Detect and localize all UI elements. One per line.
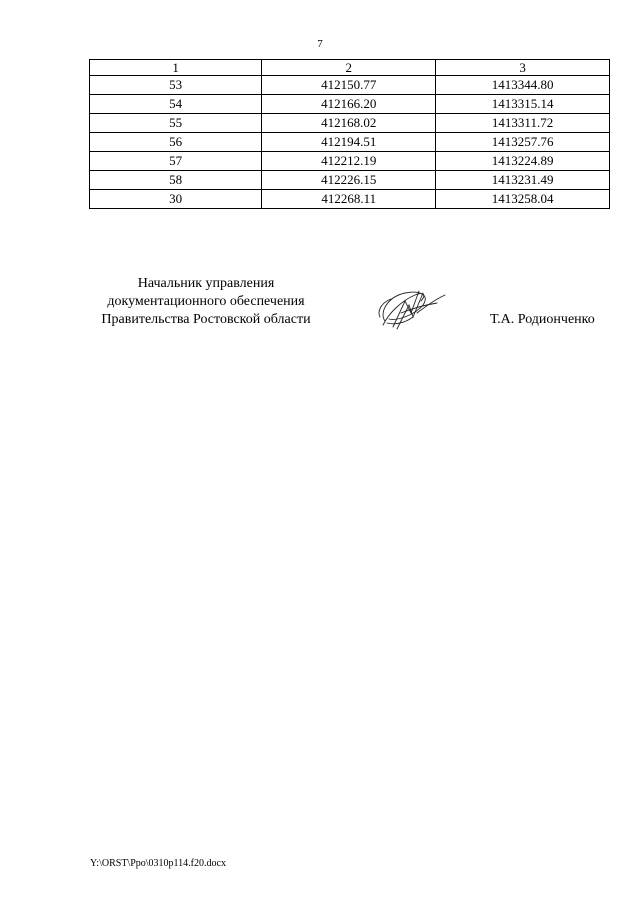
point-number-cell: 57	[90, 152, 262, 171]
signatory-name: Т.А. Родионченко	[490, 312, 595, 327]
point-number-cell: 30	[90, 190, 262, 209]
position-line: документационного обеспечения	[107, 294, 305, 309]
x-coordinate-cell: 412268.11	[262, 190, 436, 209]
x-coordinate-cell: 412168.02	[262, 114, 436, 133]
column-header: 1	[90, 60, 262, 76]
point-number-cell: 56	[90, 133, 262, 152]
y-coordinate-cell: 1413257.76	[436, 133, 610, 152]
coordinates-table	[89, 59, 610, 209]
table-row	[90, 152, 610, 171]
y-coordinate-cell: 1413311.72	[436, 114, 610, 133]
x-coordinate-cell: 412150.77	[262, 76, 436, 95]
handwritten-signature	[375, 283, 460, 333]
point-number-cell: 55	[90, 114, 262, 133]
table-header-row	[90, 60, 610, 76]
signatory-position	[86, 275, 326, 329]
file-path: Y:\ORST\Ppo\0310p114.f20.docx	[90, 858, 226, 869]
y-coordinate-cell: 1413224.89	[436, 152, 610, 171]
y-coordinate-cell: 1413315.14	[436, 95, 610, 114]
y-coordinate-cell: 1413344.80	[436, 76, 610, 95]
page-number: 7	[317, 38, 323, 50]
table-row	[90, 133, 610, 152]
x-coordinate-cell: 412212.19	[262, 152, 436, 171]
point-number-cell: 58	[90, 171, 262, 190]
column-header: 2	[262, 60, 436, 76]
x-coordinate-cell: 412226.15	[262, 171, 436, 190]
table-row	[90, 171, 610, 190]
point-number-cell: 54	[90, 95, 262, 114]
x-coordinate-cell: 412194.51	[262, 133, 436, 152]
table-row	[90, 95, 610, 114]
y-coordinate-cell: 1413231.49	[436, 171, 610, 190]
x-coordinate-cell: 412166.20	[262, 95, 436, 114]
point-number-cell: 53	[90, 76, 262, 95]
position-line: Правительства Ростовской области	[101, 312, 311, 327]
table-row	[90, 76, 610, 95]
position-line: Начальник управления	[137, 276, 275, 291]
y-coordinate-cell: 1413258.04	[436, 190, 610, 209]
column-header: 3	[436, 60, 610, 76]
table-row	[90, 190, 610, 209]
table-row	[90, 114, 610, 133]
